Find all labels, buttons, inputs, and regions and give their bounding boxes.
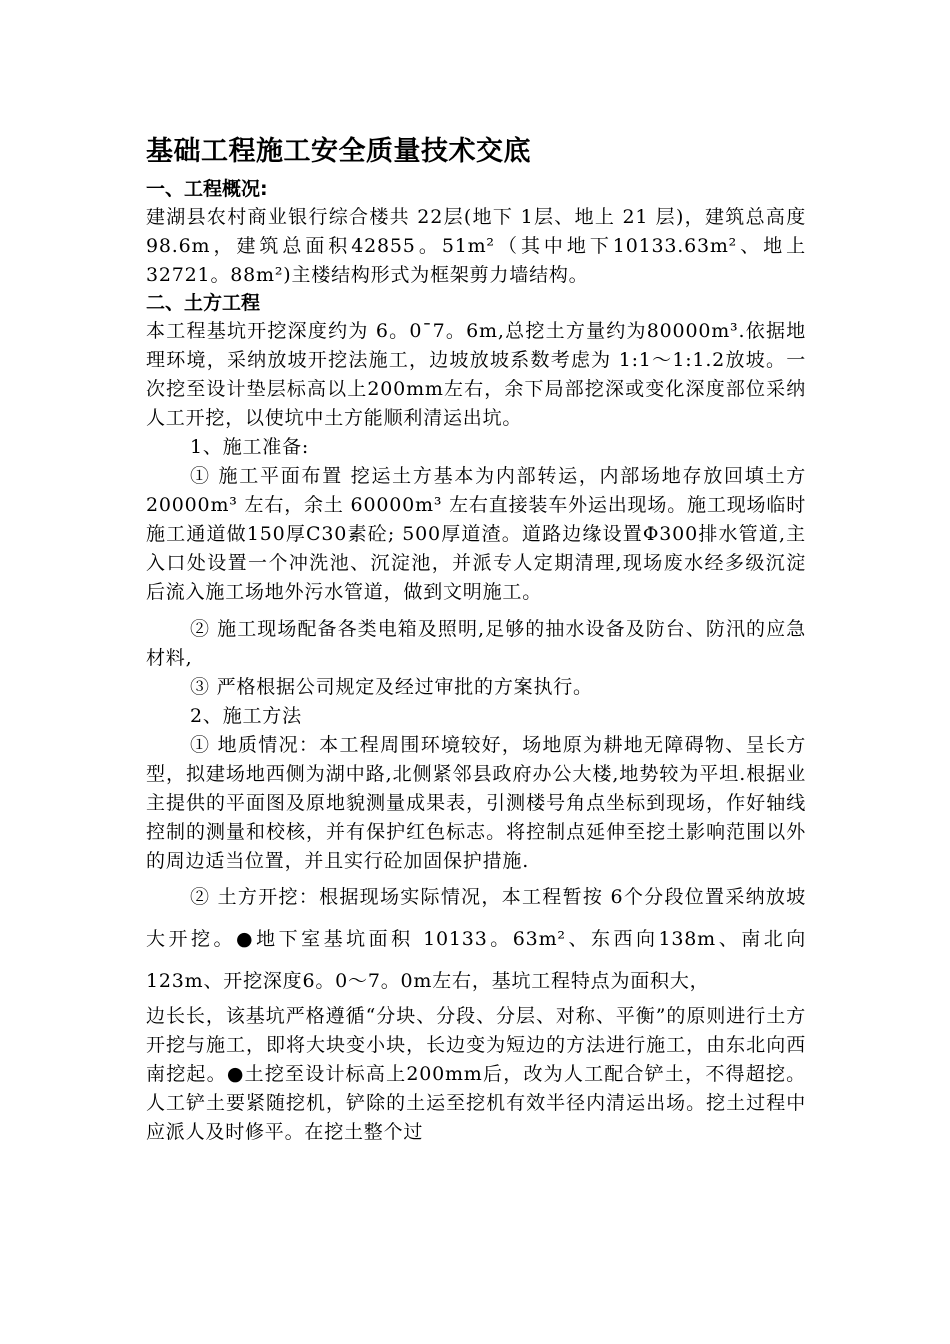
- method-geology-paragraph: ① 地质情况：本工程周围环境较好，场地原为耕地无障碍物、呈长方型，拟建场地西侧为湖中路,北侧紧邻县政府办公大楼,地势较为平坦.根据业主提供的平面图及原地貌测量成果表，引测楼号角点坐标到现场，作好轴线控制的测量和校核，并有保护红色标志。将控制点延伸至挖土影响范围以外的周边适当位置，并且实行砼加固保护措施.: [146, 734, 806, 872]
- preparation-item-2: ② 施工现场配备各类电箱及照明,足够的抽水设备及防台、防汛的应急材料,: [146, 618, 806, 669]
- subsection-heading-preparation: 1、施工准备:: [190, 436, 310, 458]
- method-excavation-paragraph-a: ② 土方开挖：根据现场实际情况，本工程暂按 6个分段位置采纳放坡大开挖。●地下室基坑面积 10133。63m²、东西向138m、南北向123m、开挖深度6。0～7。0m左右，基坑工程特点为面积大，: [146, 886, 806, 992]
- section-heading-overview: 一、工程概况:: [146, 178, 268, 200]
- earthwork-intro-paragraph: 本工程基坑开挖深度约为 6。0¯7。6m,总挖土方量约为80000m³.依据地理环境，采纳放坡开挖法施工，边坡放坡系数考虑为 1:1～1:1.2放坡。一次挖至设计垫层标高以上200mm左右，余下局部挖深或变化深度部位采纳人工开挖，以使坑中土方能顺利清运出坑。: [146, 320, 806, 429]
- section-heading-earthwork: 二、土方工程: [146, 292, 261, 314]
- preparation-item-3: ③ 严格根据公司规定及经过审批的方案执行。: [190, 676, 593, 698]
- document-page: [146, 130, 806, 1147]
- method-excavation-paragraph-b: 边长长，该基坑严格遵循“分块、分段、分层、对称、平衡”的原则进行土方开挖与施工，即将大块变小块，长边变为短边的方法进行施工，由东北向西南挖起。●土挖至设计标高上200mm后，改为人工配合铲土，不得超挖。人工铲土要紧随挖机，铲除的土运至挖机有效半径内清运出场。挖土过程中应派人及时修平。在挖土整个过: [146, 1005, 806, 1143]
- overview-paragraph: 建湖县农村商业银行综合楼共 22层(地下 1层、地上 21 层)，建筑总高度98.6m，建筑总面积42855。51m²（其中地下10133.63m²、地上 32721。88m²)主楼结构形式为框架剪力墙结构。: [146, 206, 806, 286]
- preparation-item-1: ① 施工平面布置 挖运土方基本为内部转运，内部场地存放回填土方 20000m³ 左右，余土 60000m³ 左右直接装车外运出现场。施工现场临时施工通道做150厚C30素砼; 500厚道渣。道路边缘设置Φ300排水管道,主入口处设置一个冲洗池、沉淀池，并派专人定期清理,现场废水经多级沉淀后流入施工场地外污水管道，做到文明施工。: [146, 465, 806, 603]
- document-title: 基础工程施工安全质量技术交底: [146, 136, 531, 167]
- subsection-heading-method: 2、施工方法: [190, 705, 302, 727]
